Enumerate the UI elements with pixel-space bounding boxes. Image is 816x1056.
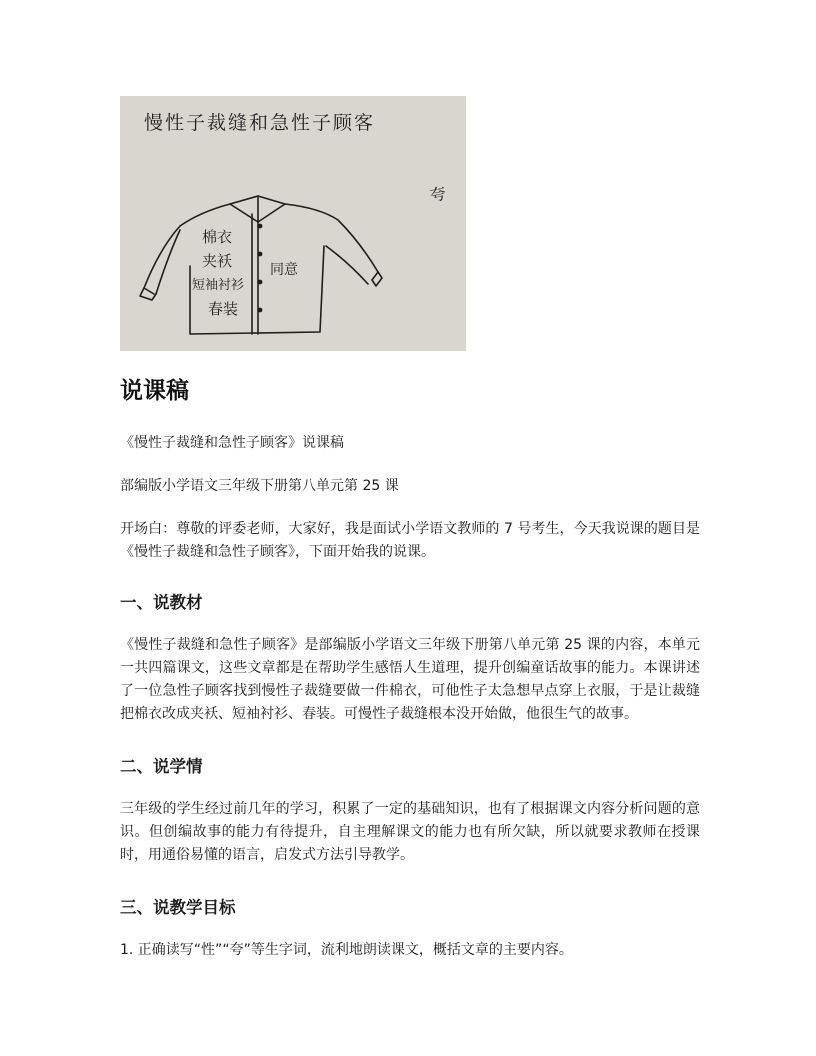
- document-body: [120, 372, 700, 982]
- image-side-char: 夸: [428, 183, 448, 206]
- document-subtitle: 《慢性子裁缝和急性子顾客》说课稿: [120, 435, 344, 451]
- lesson-info: 部编版小学语文三年级下册第八单元第 25 课: [120, 478, 399, 494]
- goal-item-1: 1. 正确读写“性”“夸”等生字词，流利地朗读课文，概括文章的主要内容。: [120, 942, 573, 958]
- section-goals-heading: 三、说教学目标: [120, 898, 236, 917]
- shirt-label-cotton-coat: 棉衣: [202, 228, 233, 246]
- hand-drawn-shirt-image: [120, 96, 466, 351]
- shirt-label-short-sleeve-shirt: 短袖衬衫: [192, 278, 245, 293]
- shirt-label-lined-jacket: 夹袄: [202, 252, 233, 270]
- section-textbook-text: 《慢性子裁缝和急性子顾客》是部编版小学语文三年级下册第八单元第 25 课的内容，本单元一共四篇课文，这些文章都是在帮助学生感悟人生道理，提升创编童话故事的能力。本课讲述了一位急性子顾客找到慢性子裁缝要做一件棉衣，可他性子太急想早点穿上衣服，于是让裁缝把棉衣改成夹袄、短袖衬衫、春装。可慢性子裁缝根本没开始做，他很生气的故事。: [120, 637, 700, 722]
- opening-paragraph: 开场白：尊敬的评委老师，大家好，我是面试小学语文教师的 7 号考生，今天我说课的题目是《慢性子裁缝和急性子顾客》，下面开始我的说课。: [120, 521, 700, 560]
- document-title: 说课稿: [120, 378, 189, 404]
- image-title: 慢性子裁缝和急性子顾客: [144, 112, 376, 134]
- section-students-text: 三年级的学生经过前几年的学习，积累了一定的基础知识，也有了根据课文内容分析问题的意识。但创编故事的能力有待提升，自主理解课文的能力也有所欠缺，所以就要求教师在授课时，用通俗易懂的语言，启发式方法引导教学。: [120, 801, 700, 863]
- shirt-label-spring-wear: 春装: [208, 300, 239, 318]
- section-textbook-heading: 一、说教材: [120, 593, 203, 612]
- section-students-heading: 二、说学情: [120, 757, 203, 776]
- shirt-label-agree: 同意: [270, 262, 298, 278]
